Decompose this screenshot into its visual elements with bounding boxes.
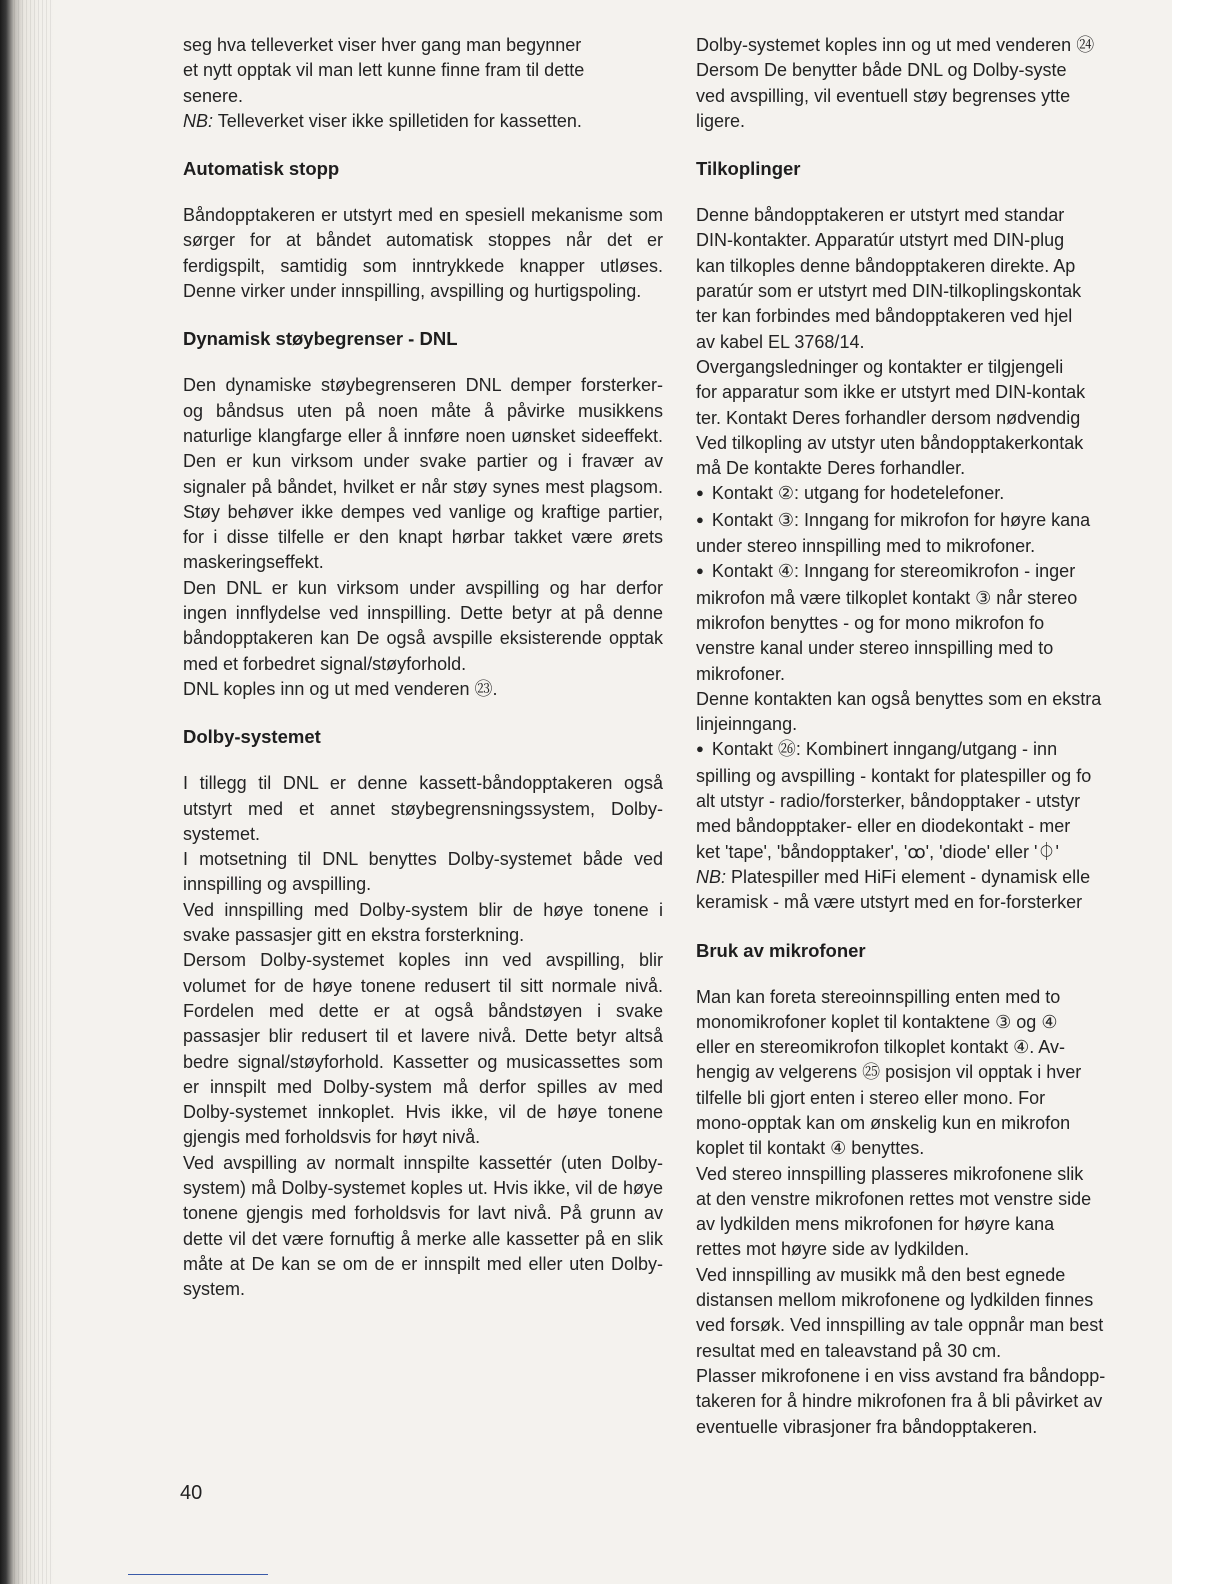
text-line: Man kan foreta stereoinnspilling enten med to [696,986,1061,1007]
microphones-paragraph-4 [696,1364,1172,1440]
text-line: ligere. [696,110,746,131]
text-line: mono-opptak kan om ønskelig kun en mikrofon [696,1112,1071,1133]
auto-stop-paragraph: Båndopptakeren er utstyrt med en spesiell mekanisme som sørger for at båndet automatisk stoppes når det er ferdigspilt, samtidig som inntrykkede knapper utløses. Denne virker under innspilling, avspilling og hurtigspoling. [183,205,663,302]
heading-dnl: Dynamisk støybegrenser - DNL [183,328,458,350]
text-line: ved avspilling, vil eventuell støy begrenses ytte [696,85,1071,106]
text-line: Plasser mikrofonene i en viss avstand fra båndopp- [696,1365,1106,1386]
text-line: Overgangsledninger og kontakter er tilgjengeli [696,356,1064,377]
text-line: Ved stereo innspilling plasseres mikrofonene slik [696,1163,1084,1184]
text-line: Denne kontakten kan også benyttes som en ekstra [696,688,1102,709]
intro-paragraph [183,33,663,109]
text-line: Dolby-systemet koples inn og ut med venderen ㉔ [696,35,1095,55]
nb-text: Telleverket viser ikke spilletiden for kassetten. [213,110,582,131]
text-line: ved forsøk. Ved innspilling av tale oppnår man best [696,1315,1104,1336]
text-line: venstre kanal under stereo innspilling med to [696,638,1054,659]
heading-dolby: Dolby-systemet [183,726,321,748]
text-line: linjeinngang. [696,714,798,735]
dolby-paragraph-5: Ved avspilling av normalt innspilte kassettér (uten Dolby-system) må Dolby-systemet koples ut. Hvis ikke, vil de høye tonene gjengis med forholdsvis for lavt nivå. På grunn av dette vil det være fornuftig å merke alle kassetter på en slik måte at De kan se om de er innspilt med eller uten Dolby-system. [183,1152,663,1300]
connections-paragraph-1 [696,203,1172,355]
bullet-contact-26 [696,737,1172,864]
text-line: mikrofoner. [696,663,786,684]
text-line: DIN-kontakter. Apparatúr utstyrt med DIN-plug [696,230,1065,251]
connections-paragraph-2 [696,355,1172,481]
text-line: hengig av velgerens ㉕ posisjon vil opptak i hver [696,1062,1082,1083]
text-line: eller en stereomikrofon tilkoplet kontakt ④. Av- [696,1037,1065,1058]
text-line: Platespiller med HiFi element - dynamisk elle [726,866,1091,887]
text-line: ter. Kontakt Deres forhandler dersom nødvendig [696,407,1081,428]
text-line: eventuelle vibrasjoner fra båndopptakeren. [696,1416,1038,1437]
footer-rule [128,1574,268,1575]
text-line: paratúr som er utstyrt med DIN-tilkoplingskontak [696,281,1082,302]
text-line: Kontakt ㉖: Kombinert inngang/utgang - inn [711,739,1058,760]
text-line: tilfelle bli gjort enten i stereo eller mono. For [696,1087,1046,1108]
text-line: under stereo innspilling med to mikrofoner. [696,536,1036,557]
nb-note [183,109,663,134]
dolby-intro-paragraph [696,33,1172,134]
dnl-paragraph-1: Den dynamiske støybegrenseren DNL demper forsterker- og båndsus uten på noen måte å påvirke musikkens naturlige klangfarge eller å innføre noen uønsket sideeffekt. Den er kun virksom under svake partier og i fravær av signaler på båndet, hvilket er når støy synes mest plagsom. Støy behøver ikke dempes ved vanlige og kraftige partier, for i disse tilfelle er den knapt hørbar takket være ørets maskeringseffekt. [183,375,663,573]
text-line: Kontakt ④: Inngang for stereomikrofon - inger [711,561,1076,582]
intro-line: seg hva telleverket viser hver gang man begynner [183,35,582,55]
bullet-contact-2: ● Kontakt ②: utgang for hodetelefoner. [696,481,1172,507]
page-number: 40 [180,1482,203,1504]
nb-note-right [696,865,1172,916]
text-line: at den venstre mikrofonen rettes mot venstre side [696,1188,1092,1209]
dolby-paragraph-4: Dersom Dolby-systemet koples inn ved avspilling, blir volumet for de høye tonene redusert til sitt normale nivå. Fordelen med dette er at også båndstøyen i svake passasjer blir redusert til et lavere nivå. Dette betyr altså bedre signal/støyforhold. Kassetter og musicassettes som er innspilt med Dolby-system må derfor spilles av med Dolby-systemet innkoplet. Hvis ikke, vil de høye tonene gjengis med forholdsvis for høyt nivå. [183,950,663,1148]
left-column [183,33,663,1302]
heading-connections: Tilkoplinger [696,158,801,180]
nb-label: NB: [183,110,214,131]
bullet-contact-4 [696,559,1172,686]
right-column [696,33,1172,1440]
page-right-margin [1172,0,1224,1584]
heading-microphones: Bruk av mikrofoner [696,939,866,961]
heading-automatic-stop: Automatisk stopp [183,158,340,180]
extra-input-paragraph [696,687,1172,738]
text-line: av lydkilden mens mikrofonen for høyre kana [696,1214,1055,1235]
text-line: kan tilkoples denne båndopptakeren direkte. Ap [696,255,1076,276]
text-line: Ved tilkopling av utstyr uten båndopptakerkontak [696,432,1084,453]
text-line: må De kontakte Deres forhandler. [696,458,966,479]
text-line: ter kan forbindes med båndopptakeren ved hjel [696,306,1073,327]
text-line: alt utstyr - radio/forsterker, båndopptaker - utstyr [696,791,1081,812]
text-line: koplet til kontakt ④ benyttes. [696,1138,925,1159]
microphones-paragraph-3 [696,1263,1172,1364]
text-line: Denne båndopptakeren er utstyrt med standar [696,205,1065,226]
text-line: resultat med en taleavstand på 30 cm. [696,1340,1002,1361]
text-line: Dersom De benytter både DNL og Dolby-syste [696,60,1067,81]
nb-label: NB: [696,866,727,887]
text-line: av kabel EL 3768/14. [696,331,865,352]
text-line: med båndopptaker- eller en diodekontakt - mer [696,816,1071,837]
dolby-paragraph-1: I tillegg til DNL er denne kassett-båndopptakeren også utstyrt med et annet støybegrensningssystem, Dolby-systemet. [183,773,663,844]
text-line: mikrofon benyttes - og for mono mikrofon fo [696,612,1045,633]
bullet-contact-3 [696,508,1172,560]
dolby-paragraph-2: I motsetning til DNL benyttes Dolby-systemet både ved innspilling og avspilling. [183,849,663,895]
microphones-paragraph-1 [696,985,1172,1162]
text-line: Ved innspilling av musikk må den best egnede [696,1264,1066,1285]
dnl-paragraph-3: DNL koples inn og ut med venderen ㉓. [183,678,498,699]
text-line: for apparatur som ikke er utstyrt med DIN-kontak [696,382,1086,403]
text-line: Kontakt ③: Inngang for mikrofon for høyre kana [711,509,1091,530]
text-line: ket 'tape', 'båndopptaker', 'ꝏ', 'diode' eller '⏀' [696,841,1059,862]
text-line: distansen mellom mikrofonene og lydkilden finnes [696,1290,1094,1311]
dolby-paragraph-3: Ved innspilling med Dolby-system blir de høye tonene i svake passasjer gitt en ekstra forsterkning. [183,899,663,946]
intro-line: et nytt opptak vil man lett kunne finne fram til dette [183,60,585,81]
intro-line: senere. [183,85,244,106]
text-line: mikrofon må være tilkoplet kontakt ③ når stereo [696,587,1078,608]
text-line: rettes mot høyre side av lydkilden. [696,1239,970,1260]
text-line: monomikrofoner koplet til kontaktene ③ og ④ [696,1011,1058,1032]
dnl-paragraph-2: Den DNL er kun virksom under avspilling og har derfor ingen innflydelse ved innspilling. Dette betyr at på denne båndopptakeren kan De også avspille eksisterende opptak med et forbedret signal/støyforhold. [183,577,663,674]
text-line: spilling og avspilling - kontakt for platespiller og fo [696,765,1092,786]
microphones-paragraph-2 [696,1162,1172,1263]
text-line: keramisk - må være utstyrt med en for-forsterker [696,892,1083,913]
page-stack-lines [14,0,54,1584]
text-line: takeren for å hindre mikrofonen fra å bli påvirket av [696,1391,1103,1412]
